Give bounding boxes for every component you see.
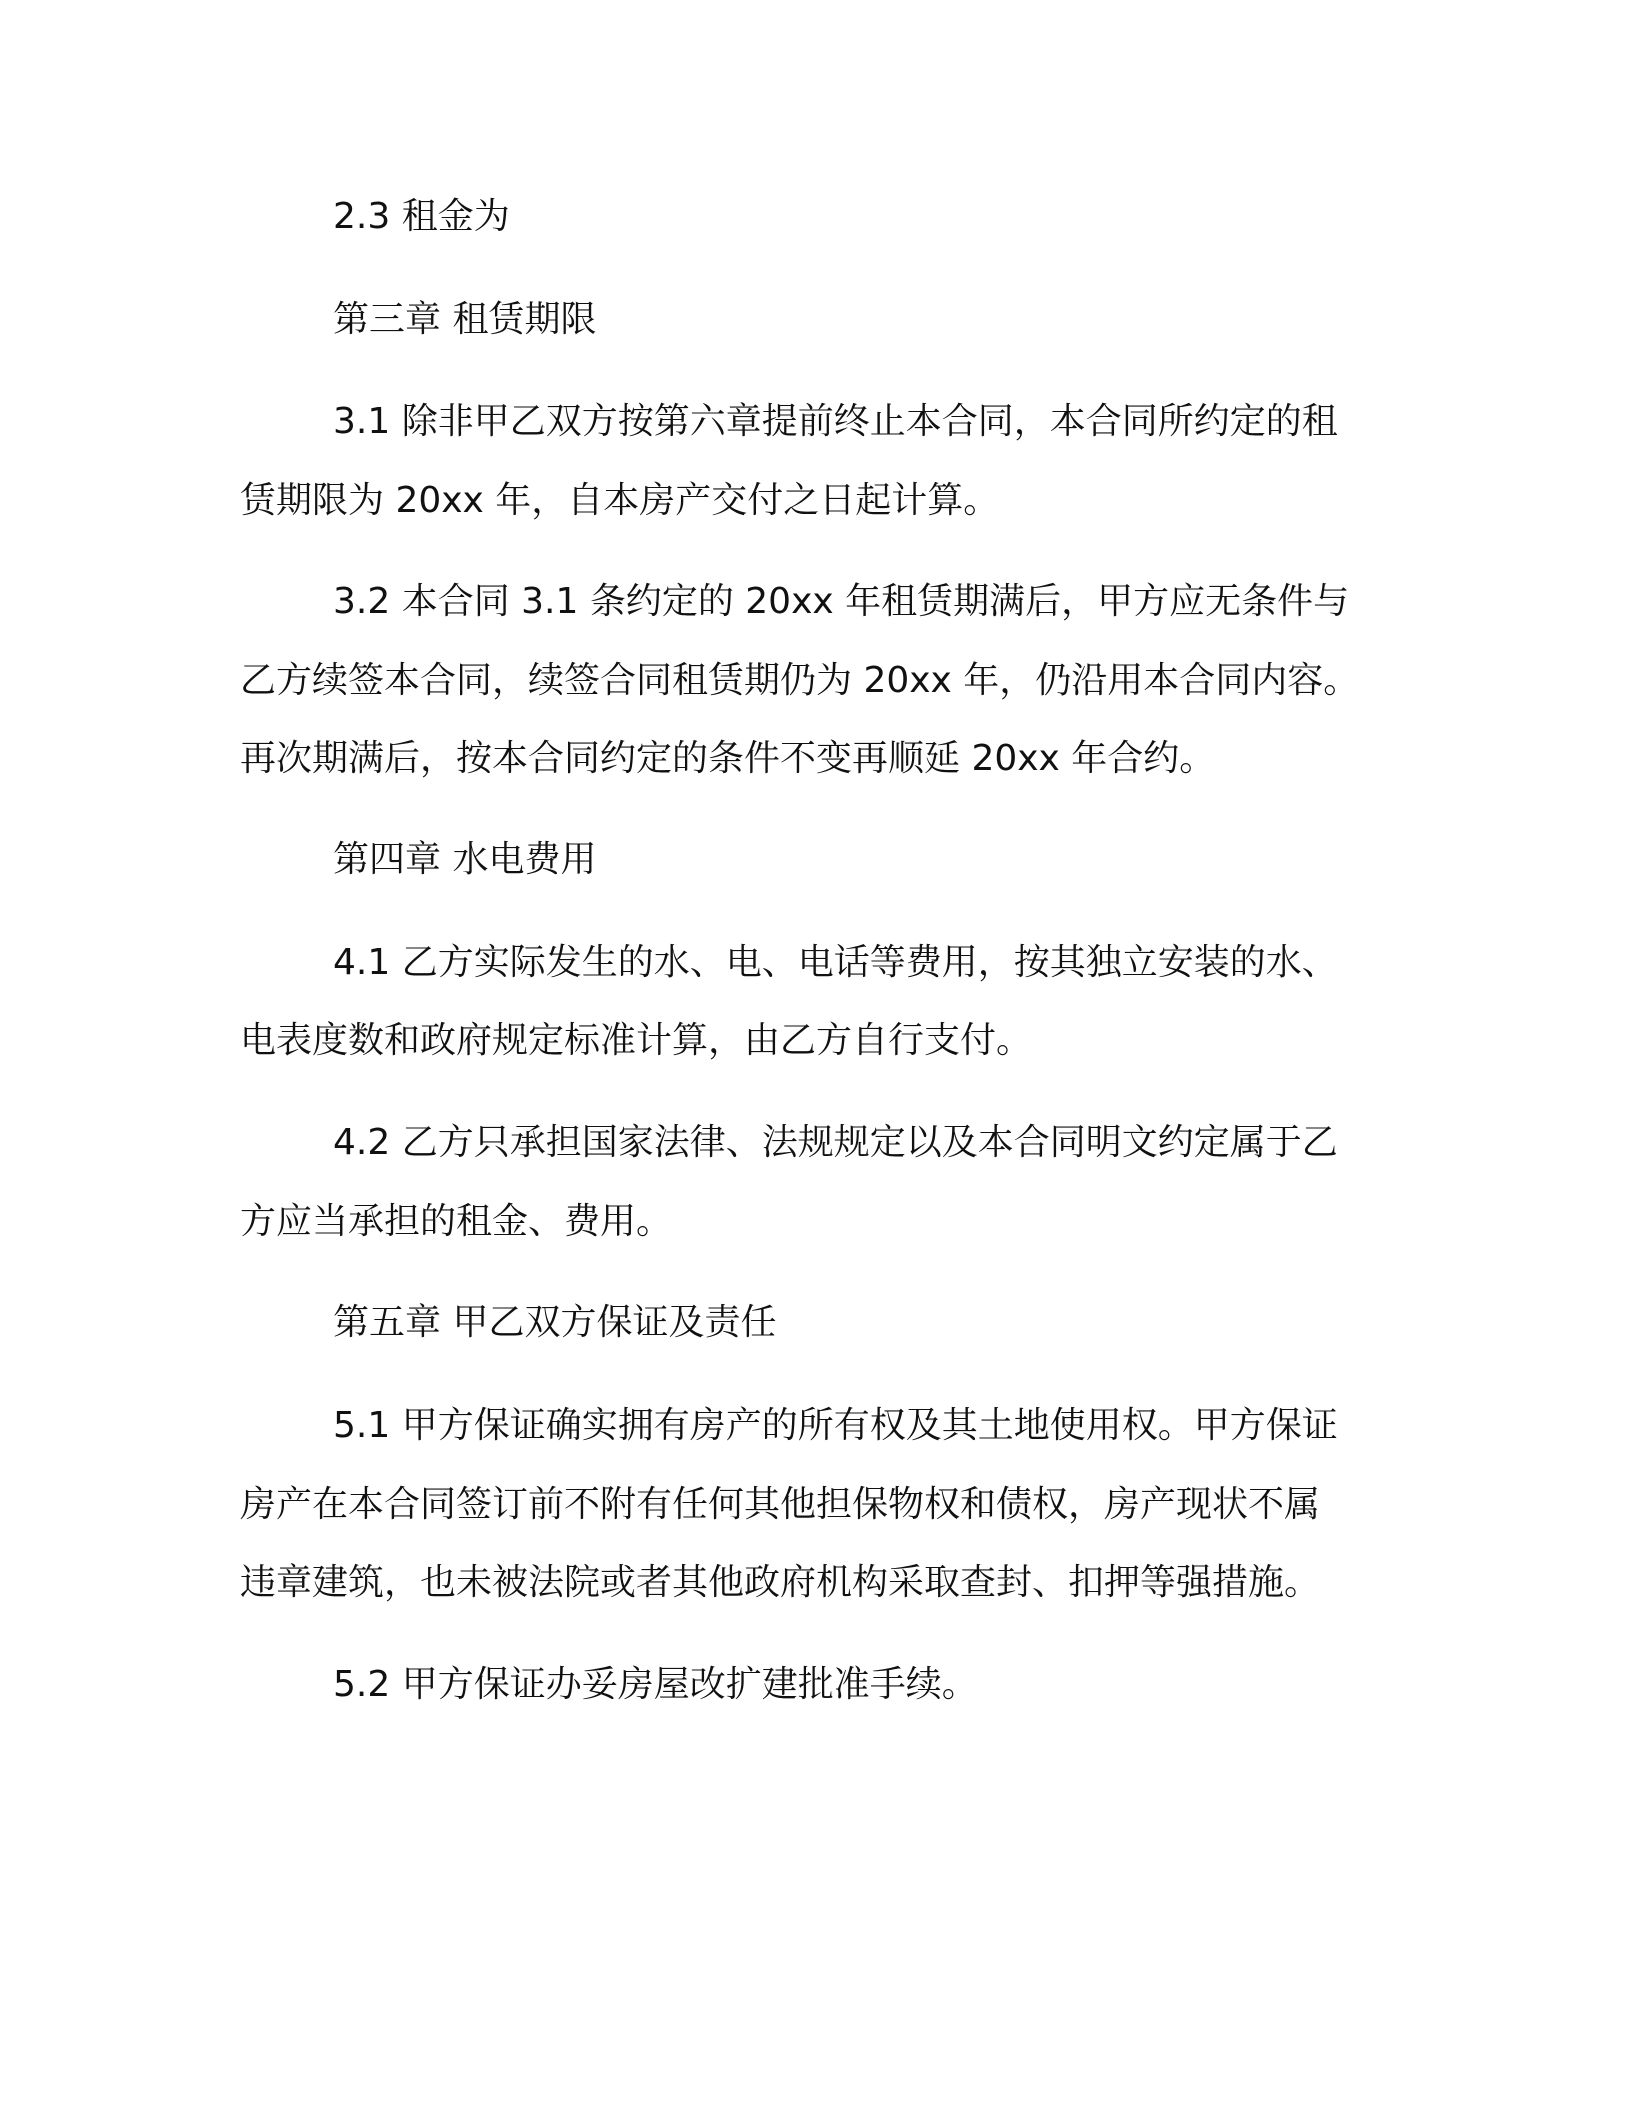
- section-2-3-text: 2.3 租金为: [333, 196, 510, 237]
- clause-5-1-line-3: 违章建筑，也未被法院或者其他政府机构采取查封、扣押等强措施。: [240, 1562, 1321, 1603]
- clause-3-2-line-1: 3.2 本合同 3.1 条约定的 20xx 年租赁期满后，甲方应无条件与: [333, 581, 1350, 622]
- clause-4-2-line-2: 方应当承担的租金、费用。: [240, 1201, 673, 1242]
- clause-5-1-line-2: 房产在本合同签订前不附有任何其他担保物权和债权，房产现状不属: [240, 1484, 1321, 1525]
- clause-4-1-line-1: 4.1 乙方实际发生的水、电、电话等费用，按其独立安装的水、: [333, 942, 1338, 983]
- clause-5-1-line-1: 5.1 甲方保证确实拥有房产的所有权及其土地使用权。甲方保证: [333, 1405, 1338, 1446]
- clause-3-1-line-2: 赁期限为 20xx 年，自本房产交付之日起计算。: [240, 480, 1000, 521]
- clause-4-2-line-1: 4.2 乙方只承担国家法律、法规规定以及本合同明文约定属于乙: [333, 1122, 1338, 1163]
- chapter-3-heading: 第三章 租赁期限: [333, 299, 597, 340]
- chapter-5-heading: 第五章 甲乙双方保证及责任: [333, 1302, 777, 1343]
- chapter-4-heading: 第四章 水电费用: [333, 839, 597, 880]
- clause-3-2-line-3: 再次期满后，按本合同约定的条件不变再顺延 20xx 年合约。: [240, 738, 1216, 779]
- clause-3-2-line-2: 乙方续签本合同，续签合同租赁期仍为 20xx 年，仍沿用本合同内容。: [240, 660, 1360, 701]
- clause-5-2-text: 5.2 甲方保证办妥房屋改扩建批准手续。: [333, 1664, 978, 1705]
- clause-4-1-line-2: 电表度数和政府规定标准计算，由乙方自行支付。: [240, 1020, 1033, 1061]
- clause-3-1-line-1: 3.1 除非甲乙双方按第六章提前终止本合同，本合同所约定的租: [333, 401, 1338, 442]
